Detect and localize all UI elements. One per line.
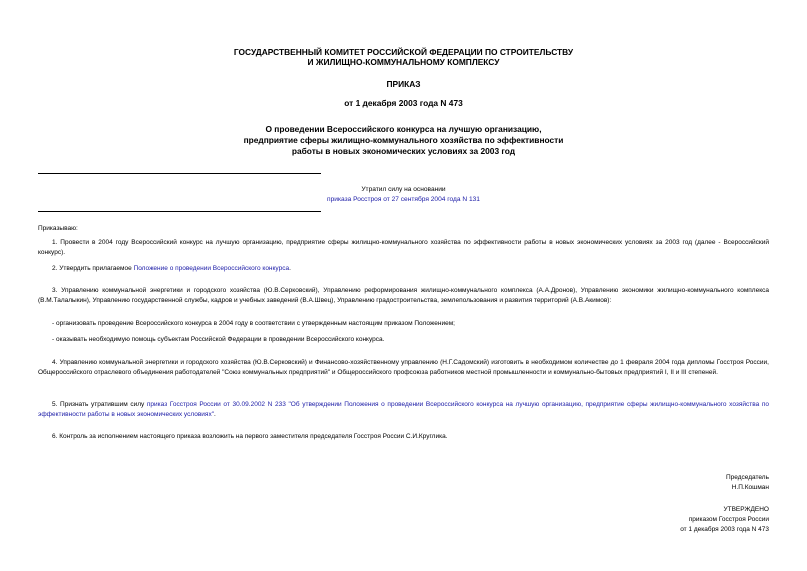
agency-title-line2: И ЖИЛИЩНО-КОММУНАЛЬНОМУ КОМПЛЕКСУ: [307, 57, 500, 67]
paragraph-6: 6. Контроль за исполнением настоящего приказа возложить на первого заместителя председателя Госстроя России С.И.Круглика.: [52, 433, 448, 440]
bullet-1: - организовать проведение Всероссийского конкурса в 2004 году в соответствии с утвержденным настоящим приказом Положением;: [52, 320, 455, 327]
divider-bottom: [38, 211, 321, 212]
signatory-name: Н.П.Кошман: [731, 484, 769, 491]
paragraph-5-end: .: [214, 411, 216, 418]
paragraph-2-end: .: [289, 265, 291, 272]
intro-text: Приказываю:: [38, 225, 78, 232]
paragraph-3: 3. Управлению коммунальной энергетики и городского хозяйства (Ю.В.Серковский), Управлению реформирования жилищно-коммунального комплекса (А.А.Дронов), Управлению экономики жилищно-коммунального комплекса (В.М.Талалыкин), Управлению государственной службы, кадров и учебных заведений (В.А.Швец), Управлению градостроительства, землепользования и развития территорий (А.В.Акимов):: [38, 287, 769, 304]
approval-line1: приказом Госстроя России: [688, 516, 769, 523]
paragraph-1: 1. Провести в 2004 году Всероссийский конкурс на лучшую организацию, предприятие сферы жилищно-коммунального хозяйства по эффективности работы в новых экономических условиях за 2003 год (далее - Всероссийский конкурс).: [38, 239, 769, 256]
divider-top: [38, 173, 321, 174]
document-date-number: от 1 декабря 2003 года N 473: [344, 98, 463, 108]
paragraph-2-text: 2. Утвердить прилагаемое: [52, 265, 134, 272]
paragraph-2: [38, 264, 769, 274]
signatory-title: Председатель: [725, 474, 769, 481]
repealed-order-link[interactable]: приказ Госстроя России от 30.09.2002 N 233 "Об утверждении Положения о проведении Всероссийского конкурса на лучшую организацию, предприятие сферы жилищно-коммунального хозяйства по эффективности работы в новых экономических условиях": [38, 401, 769, 418]
document-subject-line3: работы в новых экономических условиях за 2003 год: [291, 146, 516, 156]
status-note: Утратил силу на основании: [361, 186, 446, 193]
document-type: ПРИКАЗ: [386, 79, 421, 89]
paragraph-4: 4. Управлению коммунальной энергетики и городского хозяйства (Ю.В.Серковский) и Финансово-хозяйственному управлению (Н.Г.Садомский) изготовить в необходимом количестве до 1 февраля 2004 года дипломы Госстроя России, Общероссийского отраслевого объединения работодателей "Союз коммунальных предприятий" и Общероссийского профсоюза работников местной промышленности и коммунально-бытовых предприятий I, II и III степеней.: [38, 359, 769, 376]
approval-line2: от 1 декабря 2003 года N 473: [680, 526, 769, 533]
status-note-link[interactable]: приказа Росстроя от 27 сентября 2004 года N 131: [327, 196, 480, 203]
document-subject-line1: О проведении Всероссийского конкурса на лучшую организацию,: [265, 124, 542, 134]
document-subject-line2: предприятие сферы жилищно-коммунального хозяйства по эффективности: [243, 135, 564, 145]
agency-title-line1: ГОСУДАРСТВЕННЫЙ КОМИТЕТ РОССИЙСКОЙ ФЕДЕРАЦИИ ПО СТРОИТЕЛЬСТВУ: [233, 47, 574, 57]
paragraph-5-text: 5. Признать утратившим силу: [52, 401, 147, 408]
approval-label: УТВЕРЖДЕНО: [723, 506, 769, 513]
bullet-2: - оказывать необходимую помощь субъектам Российской Федерации в проведении Всероссийского конкурса.: [52, 336, 385, 343]
regulation-link[interactable]: Положение о проведении Всероссийского конкурса: [133, 265, 290, 272]
paragraph-5: [38, 400, 769, 420]
